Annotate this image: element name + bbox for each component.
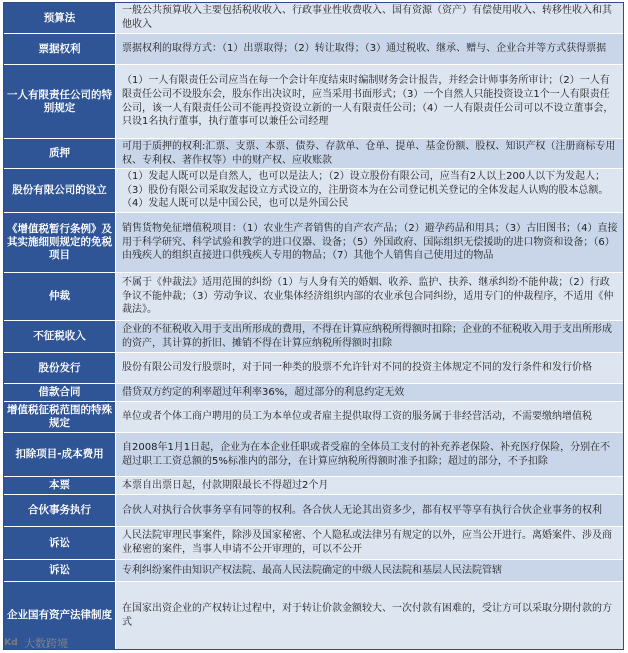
table-row — [4, 582, 623, 649]
row-key: 本票 — [4, 477, 116, 494]
row-key: 质押 — [4, 139, 116, 168]
table-row — [4, 34, 623, 65]
table-row — [4, 273, 623, 321]
row-value: （1）一人有限责任公司应当在每一个会计年度结束时编制财务会计报告，并经会计师事务所审计；（2）一人有限责任公司不设股东会，股东作出决议时，应当采用书面形式；（3）一个自然人只能投资设立1个一人有限责任公司，该一人有限责任公司不能再投资设立新的一人有限责任公司；（4）一人有限责任公司可以不设立董事会，只设1名执行董事，执行董事可以兼任公司经理 — [116, 65, 623, 138]
row-value: 不属于《仲裁法》适用范围的纠纷（1）与人身有关的婚姻、收养、监护、扶养、继承纠纷不能仲裁；（2）行政争议不能仲裁；（3）劳动争议、农业集体经济组织内部的农业承包合同纠纷，适用专门的仲裁程序，不适用《仲裁法》。 — [116, 273, 623, 320]
row-key: 股份有限公司的设立 — [4, 169, 116, 212]
row-value: 企业的不征税收入用于支出所形成的费用，不得在计算应纳税所得额时扣除；企业的不征税收入用于支出所形成的资产，其计算的折旧、摊销不得在计算应纳税所得额时扣除 — [116, 321, 623, 352]
watermark-text: 大数跨境 — [24, 637, 68, 650]
row-key: 诉讼 — [4, 527, 116, 559]
row-value: 可用于质押的权利:汇票、支票、本票、债券、存款单、仓单、提单、基金份额、股权、知识产权（注册商标专用权、专利权、著作权等）中的财产权、应收账款 — [116, 139, 623, 168]
table-row — [4, 560, 623, 582]
row-key: 借款合同 — [4, 384, 116, 401]
table-row — [4, 402, 623, 433]
table-row — [4, 384, 623, 402]
row-key: 合伙事务执行 — [4, 495, 116, 526]
row-key: 一人有限责任公司的特别规定 — [4, 65, 116, 138]
row-key: 仲裁 — [4, 273, 116, 320]
row-key: 企业国有资产法律制度 — [4, 582, 116, 649]
row-key: 《增值税暂行条例》及其实施细则规定的免税项目 — [4, 213, 116, 272]
row-key: 扣除项目-成本费用 — [4, 433, 116, 476]
row-key: 股份发行 — [4, 353, 116, 383]
row-value: 合伙人对执行合伙事务享有同等的权利。各合伙人无论其出资多少，都有权平等享有执行合伙企业事务的权利 — [116, 495, 623, 526]
table-row — [4, 477, 623, 495]
row-value: 票据权利的取得方式：（1）出票取得；（2）转让取得；（3）通过税收、继承、赠与、企业合并等方式获得票据 — [116, 34, 623, 64]
row-value: 在国家出资企业的产权转让过程中，对于转让价款金额较大、一次付款有困难的，受让方可以采取分期付款的方式 — [116, 582, 623, 649]
table-row — [4, 139, 623, 169]
row-value: 单位或者个体工商户聘用的员工为本单位或者雇主提供取得工资的服务属于非经营活动，不需要缴纳增值税 — [116, 402, 623, 432]
row-value: 本票自出票日起，付款期限最长不得超过2个月 — [116, 477, 623, 494]
row-value: 一般公共预算收入主要包括税收收入、行政事业性收费收入、国有资源（资产）有偿使用收入、转移性收入和其他收入 — [116, 3, 623, 33]
row-value: 销售货物免征增值税项目：（1）农业生产者销售的自产农产品；（2）避孕药品和用具；（3）古旧图书；（4）直接用于科学研究、科学试验和教学的进口仪器、设备；（5）外国政府、国际组织无偿援助的进口物资和设备；（6）由残疾人的组织直接进口供残疾人专用的物品；（7）其他个人销售自己使用过的物品 — [116, 213, 623, 272]
table-row — [4, 169, 623, 213]
table-row — [4, 527, 623, 560]
table-row — [4, 353, 623, 384]
row-value: 股份有限公司发行股票时，对于同一种类的股票不允许针对不同的投资主体规定不同的发行条件和发行价格 — [116, 353, 623, 383]
row-key: 增值税征税范围的特殊规定 — [4, 402, 116, 432]
row-value: 人民法院审理民事案件，除涉及国家秘密、个人隐私或法律另有规定的以外，应当公开进行。离婚案件、涉及商业秘密的案件，当事人申请不公开审理的，可以不公开 — [116, 527, 623, 559]
table-row — [4, 213, 623, 273]
row-key: 诉讼 — [4, 560, 116, 581]
row-value: 借贷双方约定的利率超过年利率36%，超过部分的利息约定无效 — [116, 384, 623, 401]
table-row — [4, 3, 623, 34]
row-value: （1）发起人既可以是自然人，也可以是法人；（2）设立股份有限公司，应当有2人以上200人以下为发起人；（3）股份有限公司采取发起设立方式设立的，注册资本为在公司登记机关登记的全体发起人认购的股本总额。（4）发起人既可以是中国公民，也可以是外国公民 — [116, 169, 623, 212]
table-row — [4, 433, 623, 477]
row-value: 专利纠纷案件由知识产权法院、最高人民法院确定的中级人民法院和基层人民法院管辖 — [116, 560, 623, 581]
source-watermark — [0, 635, 68, 651]
table-row — [4, 321, 623, 353]
knowledge-table — [3, 2, 624, 650]
row-key: 不征税收入 — [4, 321, 116, 352]
table-row — [4, 65, 623, 139]
row-key: 预算法 — [4, 3, 116, 33]
table-row — [4, 495, 623, 527]
watermark-logo-icon: Kd — [4, 638, 18, 648]
row-key: 票据权利 — [4, 34, 116, 64]
row-value: 自2008年1月1日起，企业为在本企业任职或者受雇的全体员工支付的补充养老保险、补充医疗保险，分别在不超过职工工资总额的5%标准内的部分，在计算应纳税所得额时准予扣除；超过的部分，不予扣除 — [116, 433, 623, 476]
